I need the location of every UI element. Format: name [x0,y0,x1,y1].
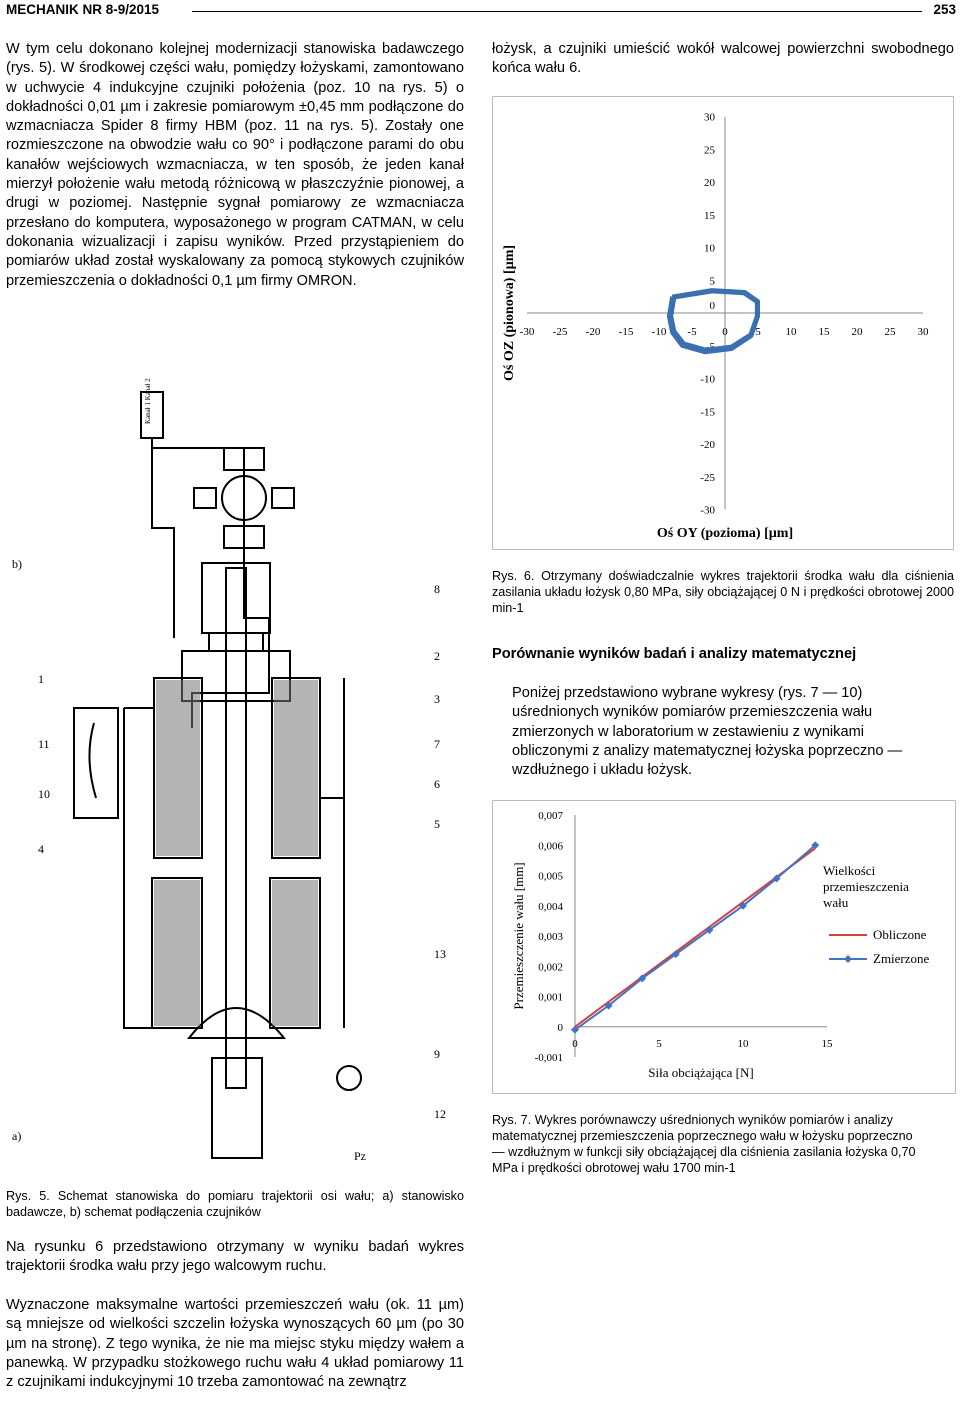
y-tick-label: 0,004 [538,900,563,913]
x-tick-label: -20 [585,326,601,338]
figure-6-caption [492,568,954,616]
x-tick-label: 5 [656,1037,662,1050]
legend-title: wału [823,895,849,910]
x-tick-label: -25 [552,326,568,338]
y-tick-label: 0,003 [538,931,563,943]
y-tick-label: -15 [700,406,715,419]
page-header [6,0,956,20]
x-axis-title: Siła obciążająca [N] [648,1065,754,1080]
y-tick-label: -10 [700,373,715,386]
y-tick-label: 0 [709,300,715,312]
figure-5-schematic [4,378,466,1168]
x-tick-label: -10 [651,326,667,338]
figure-7-comparison-chart [492,800,956,1094]
x-tick-label: -15 [618,326,634,338]
fig5-label-b: b) [12,557,22,571]
figure-6-caption-text: Rys. 6. Otrzymany doświadczalnie wykres trajektorii środka wału dla ciśnienia zasilania układu łożysk 0,80 MPa, siły obciążającej 0 N i prędkości obrotowej 2000 min-1 [492,569,954,615]
x-tick-label: -30 [519,326,535,338]
legend-title: przemieszczenia [823,879,909,894]
header-rule [192,11,922,12]
x-tick-label: 5 [755,326,761,338]
figure-5-caption: Rys. 5. Schemat stanowiska do pomiaru trajektorii osi wału; a) stanowisko badawcze, b) schemat podłączenia czujników [6,1189,464,1219]
x-tick-label: 15 [821,1037,833,1050]
y-tick-label: 5 [709,275,715,288]
y-tick-label: -25 [700,471,715,484]
fig5-num-4: 4 [38,842,44,856]
y-tick-label: 30 [704,111,715,124]
x-tick-label: 25 [884,326,896,338]
legend-label: Obliczone [873,927,927,942]
y-tick-label: 0,007 [538,810,563,822]
x-tick-label: -5 [687,326,697,338]
x-tick-label: 10 [785,326,797,338]
legend-marker [844,955,852,963]
fig5-num-2: 2 [434,649,440,663]
x-tick-label: 20 [851,326,863,338]
fig5-num-9: 9 [434,1047,440,1061]
fig5-num-8: 8 [434,582,440,596]
y-tick-label: 0,002 [538,961,563,974]
x-tick-label: 10 [737,1037,749,1050]
y-axis-title: Przemieszczenie wału [mm] [511,862,526,1010]
y-axis-title: Oś OZ (pionowa) [µm] [502,244,517,382]
paragraph-right-top: łożysk, a czujniki umieścić wokół walcowej powierzchni swobodnego końca wału 6. [492,41,954,77]
fig5-num-11: 11 [38,737,50,751]
fig5-channels: Kanał 1 Kanał 2 [144,378,152,424]
fig5-num-6: 6 [434,777,440,791]
y-tick-label: 0,006 [538,840,563,853]
y-tick-label: 0,001 [538,991,563,1004]
y-tick-label: -30 [700,504,715,517]
y-tick-label: 0 [557,1021,563,1034]
legend-title: Wielkości [823,863,876,878]
paragraph-3: Wyznaczone maksymalne wartości przemieszczeń wału (ok. 11 µm) są mniejsze od wielkości szczelin łożyska wynoszących 60 µm (po 30 µm na stronę). Z tego wynika, że nie ma miejsc styku między wałem a panewką. W przypadku stożkowego ruchu wału 4 układ pomiarowy 11 z czujnikami indukcyjnymi 10 trzeba zamontować na zewnątrz [6,1297,464,1391]
journal-name: MECHANIK NR 8-9/2015 [6,2,160,17]
figure-7-caption: Rys. 7. Wykres porównawczy uśrednionych wyników pomiarów i analizy matematycznej przemieszczenia poprzecznego wału w łożysku poprzeczno — wzdłużnym w funkcji siły obciążającej dla ciśnienia zasilania łożyska 0,70 MPa i prędkości obrotowej wału 1700 min-1 [492,1113,916,1175]
fig5-num-3: 3 [434,692,440,706]
fig5-num-12: 12 [434,1107,446,1121]
x-tick-label: 15 [818,326,830,338]
x-tick-label: 30 [917,326,929,338]
y-tick-label: 15 [704,209,715,222]
fig5-num-1: 1 [38,672,44,686]
y-tick-label: 25 [704,144,715,157]
fig5-num-10: 10 [38,787,50,801]
paragraph-right-mid: Poniżej przedstawiono wybrane wykresy (rys. 7 — 10) uśrednionych wyników pomiarów przemieszczenia wału zmierzonych w laboratorium w zestawieniu z wynikami obliczonymi z analizy matematycznej łożyska poprzeczno — wzdłużnego i układu łożysk. [512,685,903,779]
y-tick-label: -20 [700,439,715,451]
x-axis-title: Oś OY (pozioma) [µm] [656,526,794,541]
y-tick-label: 0,005 [538,870,563,883]
fig5-force: Pz [354,1149,366,1163]
y-tick-label: -5 [705,340,715,353]
y-tick-label: 10 [704,242,715,255]
section-heading: Porównanie wyników badań i analizy matematycznej [492,646,857,662]
fig5-num-13: 13 [434,947,446,961]
paragraph-2: Na rysunku 6 przedstawiono otrzymany w wyniku badań wykres trajektorii środka wału przy jego walcowym ruchu. [6,1239,464,1275]
fig5-num-7: 7 [434,737,440,751]
fig5-num-5: 5 [434,817,440,831]
fig5-label-a: a) [12,1129,22,1143]
x-tick-label: 0 [722,326,728,338]
y-tick-label: 20 [704,177,715,189]
page-number: 253 [933,2,956,17]
paragraph-1: W tym celu dokonano kolejnej modernizacji stanowiska badawczego (rys. 5). W środkowej części wału, pomiędzy łożyskami, zamontowano w uchwycie 4 indukcyjne czujniki położenia (poz. 10 na rys. 5) o dokładności 0,01 µm i zakresie pomiarowym ±0,45 mm podłączone do wzmacniacza Spider 8 firmy HBM (poz. 11 na rys. 5). Zostały one rozmieszczone na obwodzie wału co 90° i podłączone parami do obu kanałów wejściowych wzmacniacza, w ten sposób, że jeden kanał mierzył położenie wału metodą różnicową w płaszczyźnie pionowej, a drugi w poziomej. Następnie sygnał pomiarowy ze wzmacniacza przesłano do komputera, wyposażonego w program CATMAN, w celu dokonania wizualizacji i zapisu wyników. Przed przystąpieniem do pomiarów układ został wyskalowany za pomocą stykowych czujników przemieszczenia o dokładności 0,1 µm firmy OMRON. [6,41,464,289]
y-tick-label: -0,001 [534,1052,563,1064]
figure-6-trajectory-chart [492,96,954,550]
legend-label: Zmierzone [873,951,930,966]
x-tick-label: 0 [572,1037,578,1050]
